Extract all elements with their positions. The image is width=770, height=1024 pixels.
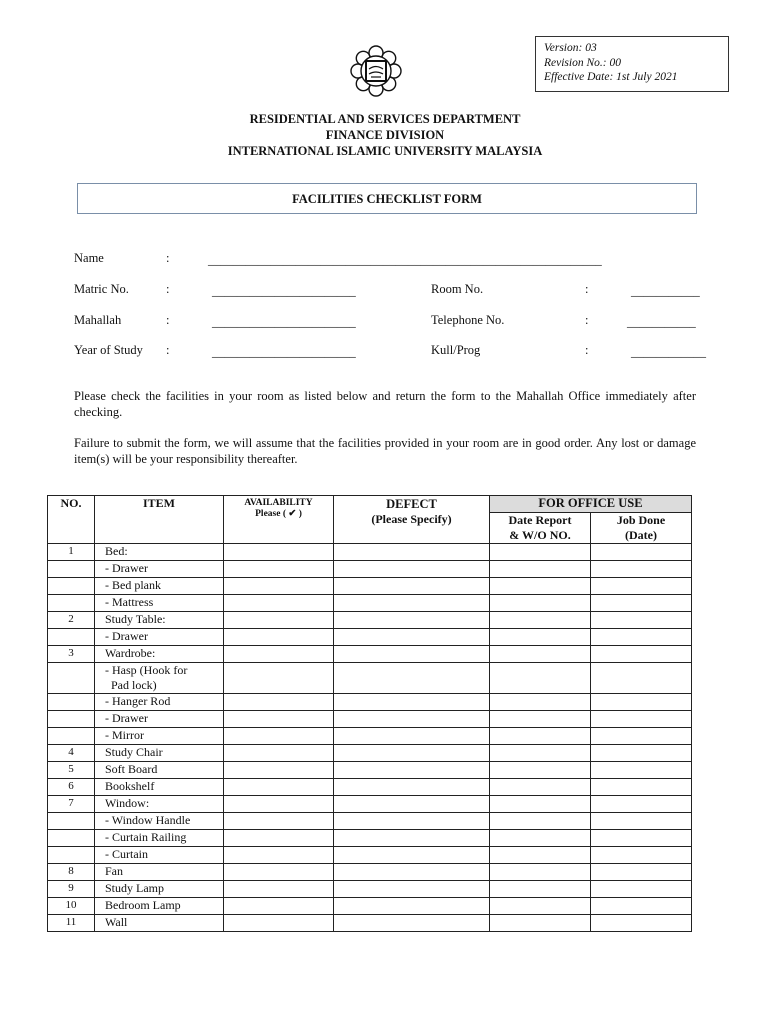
row-item: Wall [95,915,224,932]
availability-cell[interactable] [224,629,334,646]
row-number [48,711,95,728]
defect-cell[interactable] [334,728,490,745]
table-row [48,779,692,796]
availability-cell[interactable] [224,881,334,898]
kull-colon: : [585,343,589,357]
revision-text: Revision No.: 00 [544,56,621,69]
header-job-done: Job Done (Date) [591,513,692,544]
matric-label: Matric No. [74,282,129,296]
row-number [48,663,95,694]
job-done-cell[interactable] [591,745,692,762]
kull-field[interactable]: ____________ [631,345,706,359]
university-logo-icon [349,44,403,98]
date-report-cell[interactable] [490,830,591,847]
row-item: Window: [95,796,224,813]
version-box [535,36,729,92]
job-done-cell[interactable] [591,578,692,595]
availability-cell[interactable] [224,694,334,711]
table-row [48,595,692,612]
job-done-cell[interactable] [591,762,692,779]
defect-cell[interactable] [334,813,490,830]
defect-cell[interactable] [334,898,490,915]
table-row [48,711,692,728]
availability-cell[interactable] [224,595,334,612]
name-colon: : [166,251,170,265]
availability-cell[interactable] [224,779,334,796]
table-row [48,847,692,864]
job-done-cell[interactable] [591,629,692,646]
mahallah-label: Mahallah [74,313,122,327]
job-done-cell[interactable] [591,796,692,813]
date-report-cell[interactable] [490,745,591,762]
matric-field[interactable]: _______________________ [212,284,356,298]
availability-cell[interactable] [224,561,334,578]
date-report-cell[interactable] [490,629,591,646]
defect-cell[interactable] [334,779,490,796]
defect-cell[interactable] [334,595,490,612]
row-item: Study Chair [95,745,224,762]
job-done-cell[interactable] [591,663,692,694]
date-report-cell[interactable] [490,762,591,779]
department-title: RESIDENTIAL AND SERVICES DEPARTMENT [249,112,521,126]
availability-cell[interactable] [224,663,334,694]
kull-label: Kull/Prog [431,343,481,357]
row-number [48,813,95,830]
row-item: - Hanger Rod [95,694,224,711]
telephone-field[interactable]: ___________ [627,315,696,329]
defect-cell[interactable] [334,796,490,813]
row-item: - Curtain Railing [95,830,224,847]
date-report-cell[interactable] [490,813,591,830]
date-report-cell[interactable] [490,612,591,629]
name-field[interactable]: _______________________________________________________________ [208,253,602,267]
availability-cell[interactable] [224,830,334,847]
row-number: 4 [48,745,95,762]
table-row [48,830,692,847]
row-item: - Drawer [95,561,224,578]
row-item-line: - Hasp (Hook for [105,663,188,677]
date-report-cell[interactable] [490,663,591,694]
header-availability: AVAILABILITY Please ( ✔ ) [224,496,334,544]
availability-cell[interactable] [224,728,334,745]
availability-cell[interactable] [224,762,334,779]
table-row [48,796,692,813]
date-report-cell[interactable] [490,847,591,864]
date-report-cell[interactable] [490,711,591,728]
date-report-cell[interactable] [490,544,591,561]
table-row [48,864,692,881]
year-colon: : [166,343,170,357]
row-number [48,847,95,864]
table-row [48,646,692,663]
table-row [48,813,692,830]
row-number [48,694,95,711]
job-done-cell[interactable] [591,595,692,612]
row-item: - Bed plank [95,578,224,595]
availability-cell[interactable] [224,646,334,663]
row-item: Bookshelf [95,779,224,796]
table-row [48,745,692,762]
row-item: - Mirror [95,728,224,745]
room-colon: : [585,282,589,296]
room-field[interactable]: ___________ [631,284,700,298]
table-row [48,762,692,779]
job-done-cell[interactable] [591,561,692,578]
availability-cell[interactable] [224,898,334,915]
row-number [48,595,95,612]
table-row [48,694,692,711]
job-done-cell[interactable] [591,711,692,728]
table-row [48,663,692,694]
telephone-colon: : [585,313,589,327]
date-report-cell[interactable] [490,595,591,612]
job-done-cell[interactable] [591,864,692,881]
row-item: Bed: [95,544,224,561]
matric-colon: : [166,282,170,296]
room-label: Room No. [431,282,484,296]
defect-cell[interactable] [334,612,490,629]
defect-cell[interactable] [334,915,490,932]
job-done-cell[interactable] [591,728,692,745]
job-done-cell[interactable] [591,544,692,561]
year-label: Year of Study [74,343,143,357]
row-item: Fan [95,864,224,881]
row-number: 1 [48,544,95,561]
date-report-cell[interactable] [490,561,591,578]
row-number: 9 [48,881,95,898]
job-done-cell[interactable] [591,779,692,796]
row-number: 7 [48,796,95,813]
availability-cell[interactable] [224,796,334,813]
defect-cell[interactable] [334,578,490,595]
instruction-paragraph-2: Failure to submit the form, we will assume that the facilities provided in your room are in good order. Any lost or damage item(s) will be your responsibility thereafter. [74,436,696,466]
row-number [48,561,95,578]
table-row [48,881,692,898]
instruction-paragraph-1: Please check the facilities in your room as listed below and return the form to the Mahallah Office immediately after checking. [74,389,696,419]
row-number [48,578,95,595]
defect-cell[interactable] [334,694,490,711]
telephone-label: Telephone No. [431,313,505,327]
date-report-cell[interactable] [490,915,591,932]
availability-cell[interactable] [224,745,334,762]
row-number: 2 [48,612,95,629]
row-item: Study Table: [95,612,224,629]
year-field[interactable]: _______________________ [212,345,356,359]
row-number: 5 [48,762,95,779]
job-done-cell[interactable] [591,847,692,864]
form-title: FACILITIES CHECKLIST FORM [77,183,697,214]
defect-cell[interactable] [334,629,490,646]
mahallah-colon: : [166,313,170,327]
defect-cell[interactable] [334,646,490,663]
date-report-cell[interactable] [490,578,591,595]
table-row [48,544,692,561]
row-item: - Drawer [95,629,224,646]
availability-cell[interactable] [224,544,334,561]
job-done-cell[interactable] [591,612,692,629]
row-item: Bedroom Lamp [95,898,224,915]
availability-cell[interactable] [224,847,334,864]
row-item-line: Pad lock) [111,678,157,692]
table-row [48,915,692,932]
header-office-use: FOR OFFICE USE [490,496,692,513]
date-report-cell[interactable] [490,796,591,813]
row-number: 10 [48,898,95,915]
table-row [48,612,692,629]
header-defect: DEFECT (Please Specify) [334,496,490,544]
row-item: Study Lamp [95,881,224,898]
row-number: 3 [48,646,95,663]
defect-cell[interactable] [334,762,490,779]
defect-cell[interactable] [334,544,490,561]
university-title: INTERNATIONAL ISLAMIC UNIVERSITY MALAYSIA [227,144,543,158]
defect-cell[interactable] [334,663,490,694]
mahallah-field[interactable]: _______________________ [212,315,356,329]
job-done-cell[interactable] [591,646,692,663]
row-number: 6 [48,779,95,796]
job-done-cell[interactable] [591,813,692,830]
availability-cell[interactable] [224,578,334,595]
defect-cell[interactable] [334,830,490,847]
row-item: Wardrobe: [95,646,224,663]
row-number [48,629,95,646]
date-report-cell[interactable] [490,694,591,711]
date-report-cell[interactable] [490,898,591,915]
table-row [48,578,692,595]
defect-cell[interactable] [334,847,490,864]
availability-cell[interactable] [224,864,334,881]
defect-cell[interactable] [334,711,490,728]
facilities-checklist-table [47,495,692,932]
defect-cell[interactable] [334,745,490,762]
job-done-cell[interactable] [591,830,692,847]
defect-cell[interactable] [334,561,490,578]
row-number [48,830,95,847]
row-number: 8 [48,864,95,881]
name-label: Name [74,251,104,265]
row-number [48,728,95,745]
row-item [95,663,224,694]
date-report-cell[interactable] [490,779,591,796]
date-report-cell[interactable] [490,646,591,663]
defect-cell[interactable] [334,881,490,898]
availability-cell[interactable] [224,813,334,830]
table-row [48,561,692,578]
availability-cell[interactable] [224,711,334,728]
header-item: ITEM [95,496,224,544]
availability-cell[interactable] [224,915,334,932]
job-done-cell[interactable] [591,898,692,915]
header-no: NO. [48,496,95,544]
row-item: - Drawer [95,711,224,728]
job-done-cell[interactable] [591,881,692,898]
table-row [48,898,692,915]
row-item: Soft Board [95,762,224,779]
table-row [48,629,692,646]
division-title: FINANCE DIVISION [325,128,445,142]
availability-cell[interactable] [224,612,334,629]
date-report-cell[interactable] [490,864,591,881]
row-item: - Mattress [95,595,224,612]
defect-cell[interactable] [334,864,490,881]
job-done-cell[interactable] [591,694,692,711]
row-item: - Window Handle [95,813,224,830]
date-report-cell[interactable] [490,881,591,898]
table-row [48,728,692,745]
job-done-cell[interactable] [591,915,692,932]
header-date-report: Date Report & W/O NO. [490,513,591,544]
date-report-cell[interactable] [490,728,591,745]
version-text: Version: 03 [544,42,597,54]
effective-date-text: Effective Date: 1st July 2021 [544,71,678,83]
row-item: - Curtain [95,847,224,864]
row-number: 11 [48,915,95,932]
